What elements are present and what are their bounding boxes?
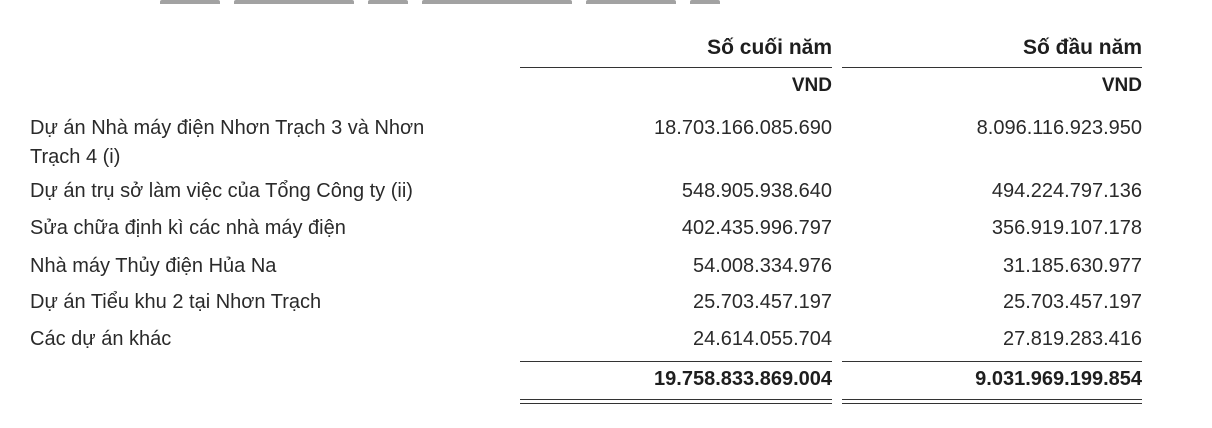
total-value-end-of-year: 19.758.833.869.004 — [654, 368, 832, 390]
row-value-begin-subzone-2-project: 25.703.457.197 — [1002, 291, 1142, 313]
column-header-end-of-year: Số cuối năm — [707, 36, 832, 59]
row-label-periodic-repairs: Sửa chữa định kì các nhà máy điện — [30, 217, 346, 239]
row-value-begin-head-office-project: 494.224.797.136 — [991, 180, 1142, 202]
row-label-head-office-project: Dự án trụ sở làm việc của Tổng Công ty (ii) — [30, 180, 413, 202]
row-value-end-other-projects: 24.614.055.704 — [692, 328, 832, 350]
total-overline-end-of-year — [520, 361, 832, 362]
header-underline-end-of-year — [520, 67, 832, 68]
row-value-end-nhon-trach-power-plant: 18.703.166.085.690 — [654, 117, 832, 139]
column-header-beginning-of-year: Số đầu năm — [1022, 36, 1142, 59]
row-value-begin-hua-na-hydropower: 31.185.630.977 — [1002, 255, 1142, 277]
row-label-nhon-trach-power-plant: Dự án Nhà máy điện Nhơn Trạch 3 và Nhơn Trạch 4 (i) — [30, 117, 425, 168]
unit-label-beginning-of-year: VND — [1101, 75, 1142, 96]
row-value-end-head-office-project: 548.905.938.640 — [681, 180, 832, 202]
row-value-end-subzone-2-project: 25.703.457.197 — [692, 291, 832, 313]
total-double-underline-beginning-of-year — [842, 399, 1142, 404]
header-underline-beginning-of-year — [842, 67, 1142, 68]
unit-label-end-of-year: VND — [791, 75, 832, 96]
row-value-begin-nhon-trach-power-plant: 8.096.116.923.950 — [976, 117, 1142, 139]
total-double-underline-end-of-year — [520, 399, 832, 404]
row-value-end-periodic-repairs: 402.435.996.797 — [681, 217, 832, 239]
row-value-end-hua-na-hydropower: 54.008.334.976 — [692, 255, 832, 277]
total-overline-beginning-of-year — [842, 361, 1142, 362]
row-value-begin-periodic-repairs: 356.919.107.178 — [991, 217, 1142, 239]
row-label-subzone-2-project: Dự án Tiểu khu 2 tại Nhơn Trạch — [30, 291, 322, 313]
row-label-hua-na-hydropower: Nhà máy Thủy điện Hủa Na — [30, 255, 277, 277]
total-value-beginning-of-year: 9.031.969.199.854 — [975, 368, 1142, 390]
row-label-other-projects: Các dự án khác — [30, 328, 172, 350]
row-value-begin-other-projects: 27.819.283.416 — [1002, 328, 1142, 350]
